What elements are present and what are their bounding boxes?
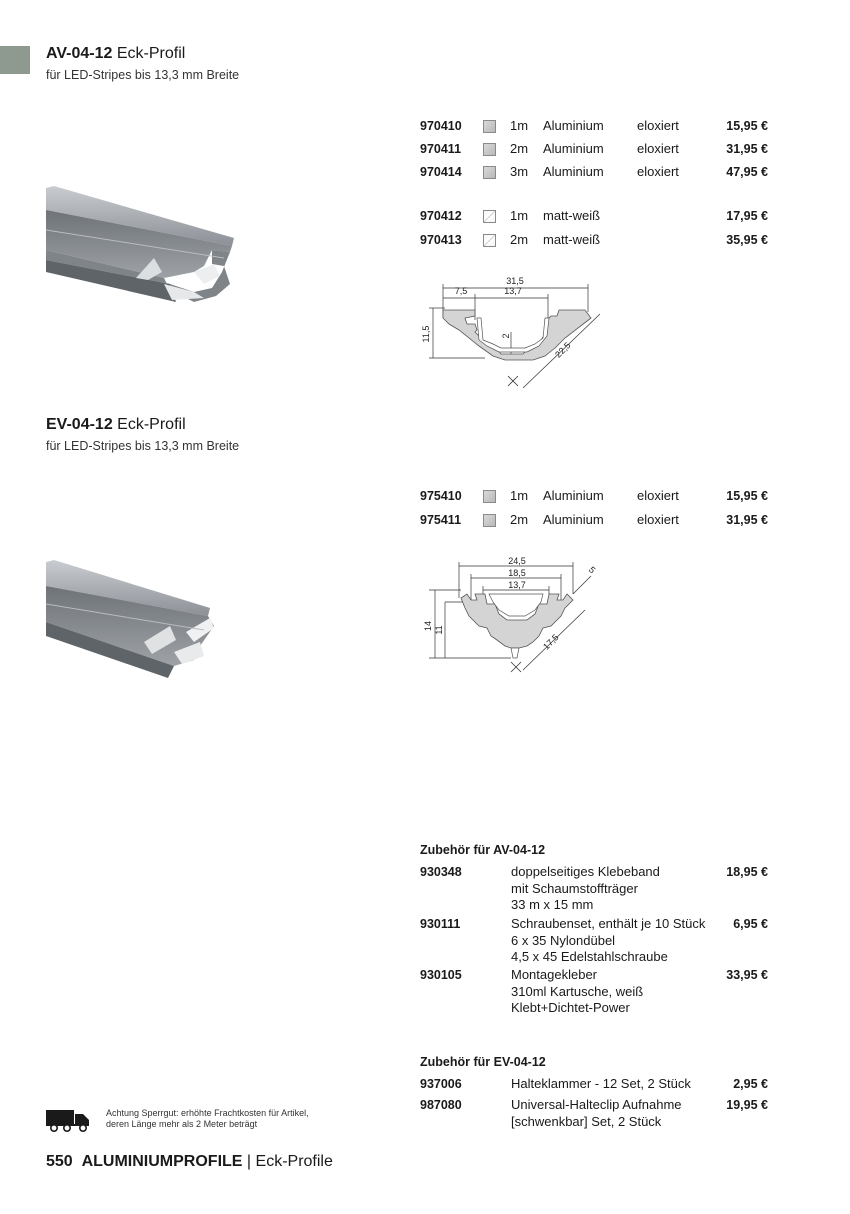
- truck-icon: [46, 1110, 90, 1132]
- accessory-description: [511, 916, 721, 966]
- product-row: [420, 510, 768, 530]
- color-swatch-aluminium: [483, 490, 496, 503]
- dim-height: 11,5: [421, 325, 431, 343]
- ev-dimension-drawing: [415, 554, 615, 678]
- dim-inner-width: 13,7: [504, 286, 522, 296]
- notice-line: Achtung Sperrgut: erhöhte Frachtkosten für Artikel,: [106, 1108, 309, 1118]
- description-line: 310ml Kartusche, weiß: [511, 983, 644, 999]
- av-subtitle: für LED-Stripes bis 13,3 mm Breite: [46, 68, 240, 82]
- av-section-title: [46, 45, 185, 63]
- notice-line: deren Länge mehr als 2 Meter beträgt: [106, 1119, 258, 1129]
- article-number: 930348: [420, 865, 462, 879]
- description-line: 4,5 x 45 Edelstahlschraube: [511, 949, 668, 964]
- length: 3m: [510, 164, 529, 179]
- ev-product-code: EV-04-12: [46, 416, 113, 433]
- accessory-description: [511, 864, 721, 914]
- color-swatch-aluminium: [483, 166, 496, 179]
- product-row: [420, 230, 768, 250]
- description-line: [schwenkbar] Set, 2 Stück: [511, 1113, 662, 1129]
- bulky-goods-notice: [106, 1108, 309, 1130]
- av-profile-image: [44, 180, 240, 316]
- dim-lip: 5: [586, 564, 598, 576]
- price: 19,95 €: [726, 1098, 768, 1112]
- product-row: [420, 162, 768, 182]
- description-line: 6 x 35 Nylondübel: [511, 932, 616, 948]
- article-number: 970411: [420, 142, 462, 156]
- article-number: 975410: [420, 489, 462, 503]
- length: 1m: [510, 488, 529, 503]
- price: 17,95 €: [726, 209, 768, 223]
- description-line: Universal-Halteclip Aufnahme: [511, 1097, 682, 1112]
- dim-base: 2: [501, 333, 511, 339]
- article-number: 937006: [420, 1077, 462, 1091]
- article-number: 930111: [420, 917, 461, 931]
- footer-separator: |: [246, 1153, 252, 1170]
- page-footer: [46, 1153, 333, 1171]
- av-product-name: Eck-Profil: [116, 45, 186, 62]
- color-swatch-white: [483, 234, 496, 247]
- product-row: [420, 486, 768, 506]
- price: 35,95 €: [726, 233, 768, 247]
- product-row: [420, 139, 768, 159]
- finish: eloxiert: [637, 512, 679, 527]
- dim-inner-width: 13,7: [508, 580, 526, 590]
- material: Aluminium: [543, 118, 604, 133]
- length: 2m: [510, 141, 529, 156]
- dim-mid-width: 18,5: [508, 568, 526, 578]
- dim-height-outer: 14: [423, 620, 433, 632]
- dim-total-width: 31,5: [506, 276, 524, 286]
- price: 18,95 €: [726, 865, 768, 879]
- dim-diagonal: 17,5: [541, 632, 561, 652]
- accessory-row: [420, 916, 768, 966]
- ev-subtitle: für LED-Stripes bis 13,3 mm Breite: [46, 439, 240, 453]
- chapter-tab-marker: [0, 46, 30, 74]
- price: 15,95 €: [726, 119, 768, 133]
- color-swatch-aluminium: [483, 514, 496, 527]
- price: 47,95 €: [726, 165, 768, 179]
- price: 2,95 €: [733, 1077, 768, 1091]
- color-swatch-white: [483, 210, 496, 223]
- dim-outer-width: 24,5: [508, 556, 526, 566]
- dim-diagonal: 22,5: [553, 340, 573, 360]
- material: matt-weiß: [543, 232, 601, 247]
- price: 31,95 €: [726, 513, 768, 527]
- product-row: [420, 116, 768, 136]
- ev-section-title: [46, 416, 186, 434]
- av-product-code: AV-04-12: [46, 45, 113, 62]
- article-number: 970412: [420, 209, 462, 223]
- accessory-row: [420, 1076, 768, 1094]
- product-row: [420, 206, 768, 226]
- article-number: 930105: [420, 968, 462, 982]
- price: 31,95 €: [726, 142, 768, 156]
- description-line: mit Schaumstoffträger: [511, 880, 638, 896]
- material: Aluminium: [543, 164, 604, 179]
- subchapter-title: Eck-Profile: [255, 1153, 333, 1170]
- article-number: 970410: [420, 119, 462, 133]
- accessory-row: [420, 967, 768, 1017]
- material: Aluminium: [543, 512, 604, 527]
- ev-profile-image: [44, 556, 220, 684]
- finish: eloxiert: [637, 141, 679, 156]
- material: Aluminium: [543, 141, 604, 156]
- finish: eloxiert: [637, 164, 679, 179]
- accessory-row: [420, 1097, 768, 1131]
- accessory-row: [420, 864, 768, 914]
- dim-left-offset: 7,5: [454, 286, 468, 296]
- description-line: Halteklammer - 12 Set, 2 Stück: [511, 1076, 691, 1091]
- finish: eloxiert: [637, 118, 679, 133]
- article-number: 970414: [420, 165, 462, 179]
- article-number: 970413: [420, 233, 462, 247]
- description-line: 33 m x 15 mm: [511, 897, 594, 912]
- price: 6,95 €: [733, 917, 768, 931]
- article-number: 987080: [420, 1098, 462, 1112]
- accessory-description: [511, 967, 721, 1017]
- description-line: doppelseitiges Klebeband: [511, 864, 660, 879]
- ev-product-name: Eck-Profil: [117, 416, 186, 433]
- color-swatch-aluminium: [483, 143, 496, 156]
- material: matt-weiß: [543, 208, 601, 223]
- color-swatch-aluminium: [483, 120, 496, 133]
- price: 33,95 €: [726, 968, 768, 982]
- dim-height-inner: 11: [434, 625, 444, 635]
- accessory-description: [511, 1076, 721, 1093]
- accessories-av-title: Zubehör für AV-04-12: [420, 843, 546, 857]
- accessories-ev-title: Zubehör für EV-04-12: [420, 1055, 546, 1069]
- description-line: Montagekleber: [511, 967, 597, 982]
- material: Aluminium: [543, 488, 604, 503]
- article-number: 975411: [420, 513, 462, 527]
- description-line: Klebt+Dichtet-Power: [511, 1000, 630, 1015]
- length: 2m: [510, 232, 529, 247]
- accessory-description: [511, 1097, 721, 1130]
- finish: eloxiert: [637, 488, 679, 503]
- length: 2m: [510, 512, 529, 527]
- length: 1m: [510, 118, 529, 133]
- price: 15,95 €: [726, 489, 768, 503]
- length: 1m: [510, 208, 529, 223]
- av-dimension-drawing: [415, 272, 615, 394]
- description-line: Schraubenset, enthält je 10 Stück: [511, 916, 706, 931]
- chapter-title: ALUMINIUMPROFILE: [81, 1153, 243, 1170]
- page-number: 550: [46, 1153, 73, 1170]
